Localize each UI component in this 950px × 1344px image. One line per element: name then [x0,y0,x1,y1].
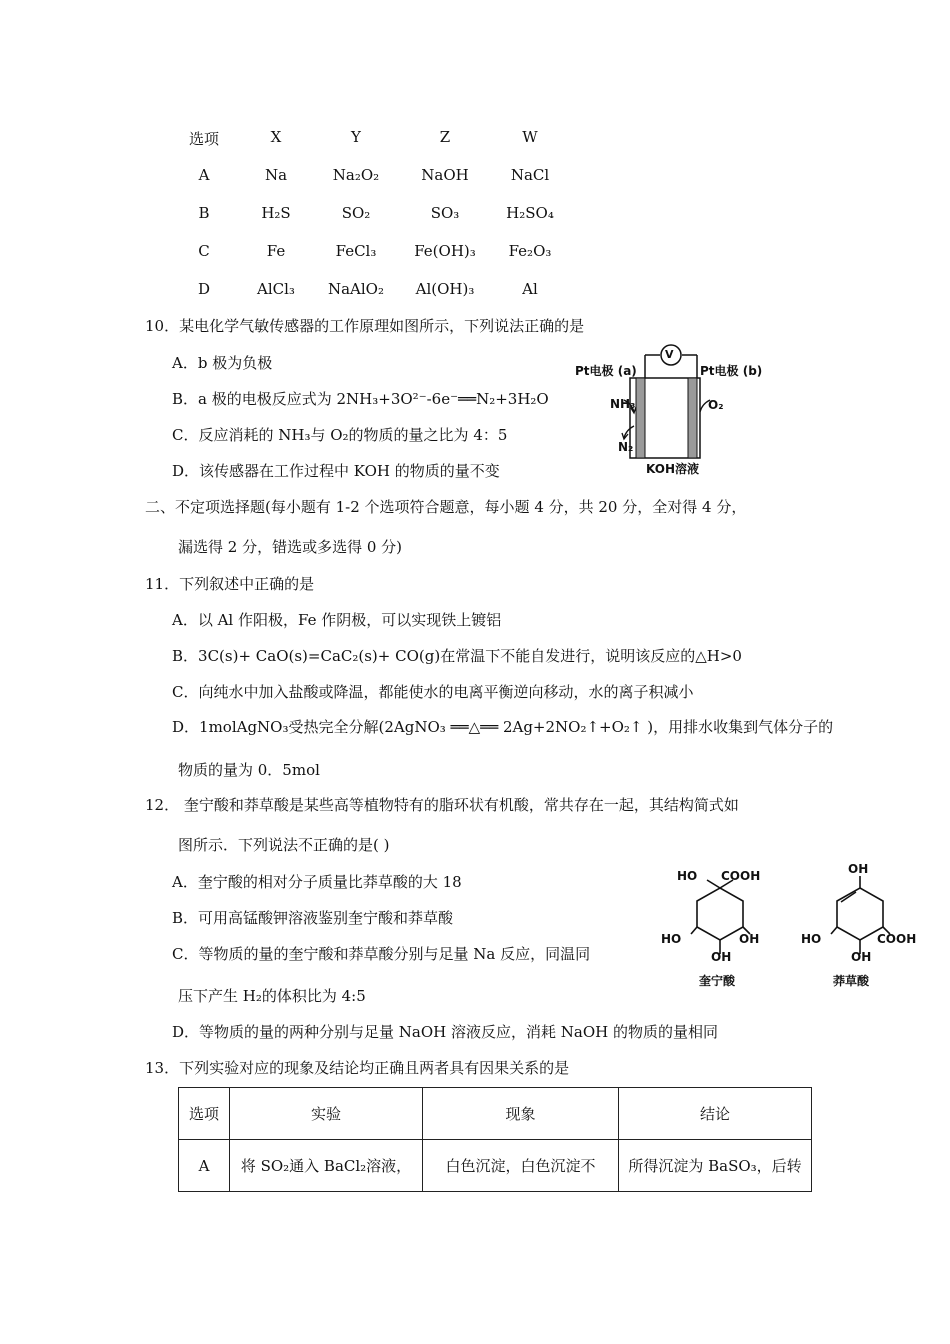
q10-option-a: A．b 极为负极 [172,354,273,372]
q11-option-d: D．1molAgNO₃受热完全分解(2AgNO₃ ══△══ 2Ag+2NO₂↑+O₂↑ )，用排水收集到气体分子的 [172,718,834,736]
section2-heading: 二、不定项选择题(每小题有 1-2 个选项符合题意，每小题 4 分，共 20 分，全对得 4 分， [145,498,747,516]
row-x: Na [264,166,288,184]
header-option: 选项 [188,130,219,148]
quinic-ho-left: HO [661,932,682,946]
q12-option-d: D．等物质的量的两种分别与足量 NaOH 溶液反应，消耗 NaOH 的物质的量相同 [172,1023,718,1041]
q11-option-b: B．3C(s)+ CaO(s)=CaC₂(s)+ CO(g)在常温下不能自发进行，说明该反应的△H>0 [172,647,742,665]
nh3-label: NH₃ [610,397,636,411]
electrode-a-label: Pt电极 (a) [575,364,637,378]
koh-label: KOH溶液 [646,462,700,476]
row-w: Al [522,280,538,298]
row-label: D [197,280,211,298]
quinic-oh-right: OH [739,932,760,946]
shikimic-name: 莽草酸 [833,974,870,988]
row-z: NaOH [421,166,469,184]
row-label: A [198,166,210,184]
header-z: Z [439,128,451,146]
table-cell: 白色沉淀，白色沉淀不 [423,1140,619,1192]
o2-label: O₂ [708,398,724,412]
row-x: AlCl₃ [257,280,295,298]
structures-figure [655,862,935,992]
q12-option-b: B．可用高锰酸钾溶液鉴别奎宁酸和莽草酸 [172,909,454,927]
table-header-row [179,1088,812,1140]
q11-option-a: A．以 Al 作阳极，Fe 作阴极，可以实现铁上镀铝 [172,611,502,629]
q11-option-d-cont: 物质的量为 0．5mol [178,761,320,779]
q12-option-c-cont: 压下产生 H₂的体积比为 4:5 [178,987,366,1005]
table-row [179,1140,812,1192]
q11-option-c: C．向纯水中加入盐酸或降温，都能使水的电离平衡逆向移动，水的离子积减小 [172,683,694,701]
row-y: NaAlO₂ [327,280,384,298]
row-y: Na₂O₂ [332,166,380,184]
q13-stem: 13．下列实验对应的现象及结论均正确且两者具有因果关系的是 [145,1059,570,1077]
quinic-oh-bottom: OH [711,950,732,964]
table-cell: 所得沉淀为 BaSO₃，后转 [619,1140,812,1192]
row-label: B [198,204,210,222]
q12-stem: 12． 奎宁酸和莽草酸是某些高等植物特有的脂环状有机酸，常共存在一起，其结构简式如 [145,796,739,814]
shikimic-ho-left: HO [801,932,822,946]
q12-option-a: A．奎宁酸的相对分子质量比莽草酸的大 18 [172,873,462,891]
row-z: SO₃ [430,204,460,222]
row-w: NaCl [510,166,550,184]
q10-option-d: D．该传感器在工作过程中 KOH 的物质的量不变 [172,462,500,480]
table-cell: A [179,1140,230,1192]
q10-stem: 10．某电化学气敏传感器的工作原理如图所示，下列说法正确的是 [145,317,585,335]
quinic-ho: HO [677,869,698,883]
experiment-table [178,1087,812,1192]
shikimic-oh-top: OH [848,862,869,876]
sensor-diagram [570,342,770,482]
header-w: W [522,128,538,146]
quinic-name: 奎宁酸 [699,974,736,988]
row-y: FeCl₃ [335,242,377,260]
row-x: H₂S [261,204,291,222]
row-label: C [198,242,210,260]
row-z: Fe(OH)₃ [414,242,476,260]
header-cell: 结论 [619,1088,812,1140]
header-x: X [270,128,282,146]
header-cell: 选项 [179,1088,230,1140]
table-cell: 将 SO₂通入 BaCl₂溶液， [230,1140,423,1192]
q12-option-c: C．等物质的量的奎宁酸和莽草酸分别与足量 Na 反应，同温同 [172,945,591,963]
shikimic-cooh: COOH [877,932,917,946]
q11-stem: 11．下列叙述中正确的是 [145,575,315,593]
header-cell: 实验 [230,1088,423,1140]
q10-option-b: B．a 极的电极反应式为 2NH₃+3O²⁻-6e⁻══N₂+3H₂O [172,390,549,408]
header-cell: 现象 [423,1088,619,1140]
q10-option-c: C．反应消耗的 NH₃与 O₂的物质的量之比为 4：5 [172,426,508,444]
row-x: Fe [266,242,286,260]
row-z: Al(OH)₃ [415,280,475,298]
n2-label: N₂ [618,440,634,454]
section2-heading-cont: 漏选得 2 分，错选或多选得 0 分) [178,538,403,556]
row-w: Fe₂O₃ [508,242,552,260]
electrode-b-label: Pt电极 (b) [700,364,763,378]
q12-stem-cont: 图所示．下列说法不正确的是( ) [178,836,390,854]
header-y: Y [351,128,361,146]
quinic-cooh: COOH [721,869,761,883]
shikimic-oh-bottom: OH [851,950,872,964]
voltmeter-label: V [665,348,674,361]
row-y: SO₂ [341,204,371,222]
row-w: H₂SO₄ [506,204,554,222]
